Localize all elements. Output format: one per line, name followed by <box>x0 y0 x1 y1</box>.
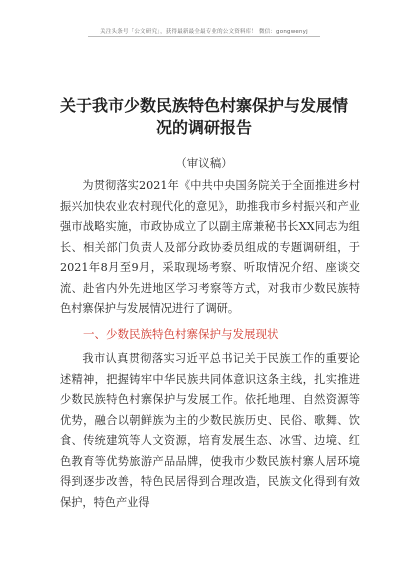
section-heading: 一、少数民族特色村寨保护与发展现状 <box>83 327 279 341</box>
header-note: 关注头条号「公文研究」，获得最新最全最专业的公文资料库！ 微信：gongwenyj <box>100 29 308 35</box>
paragraph-status: 我市认真贯彻落实习近平总书记关于民族工作的重要论述精神，把握铸牢中华民族共同体意识这条主线，扎实推进少数民族特色村寨保护与发展工作。依托地理、自然资源等优势，融合以朝鲜族为主的少数民族历史、民俗、歌舞、饮食、传统建筑等人文资源，培育发展生态、冰雪、边境、红色教育等优势旅游产品品牌，使我市少数民族村寨人居环境得到逐步改善，特色民居得到合理改造，民族文化得到有效保护，特色产业得 <box>60 352 360 509</box>
paragraph-intro: 为贯彻落实2021年《中共中央国务院关于全面推进乡村振兴加快农业农村现代化的意见》，助推我市乡村振兴和产业强市战略实施，市政协成立了以副主席兼秘书长XX同志为组长、相关部门负责人及部分政协委员组成的专题调研组，于2021年8月至9月，采取现场考察、听取情况介绍、座谈交流、赴省内外先进地区学习考察等方式，对我市少数民族特色村寨保护与发展情况进行了调研。 <box>60 179 360 315</box>
document-subtitle: （审议稿） <box>175 156 233 170</box>
header-divider <box>88 36 320 37</box>
document-title: 关于我市少数民族特色村寨保护与发展情况的调研报告 <box>59 96 348 137</box>
